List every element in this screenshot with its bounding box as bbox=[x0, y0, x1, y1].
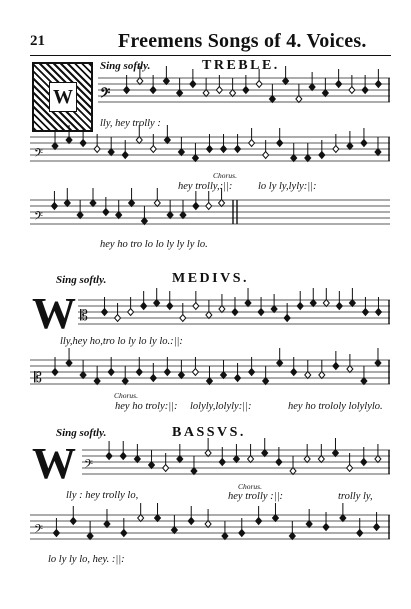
note-icon bbox=[53, 530, 59, 537]
note-icon bbox=[289, 533, 295, 540]
note-icon bbox=[361, 459, 367, 466]
medius-lyric-2b: lolyly,lolyly:||: bbox=[190, 401, 252, 412]
note-icon bbox=[361, 140, 367, 147]
note-icon bbox=[362, 309, 368, 316]
note-icon bbox=[349, 87, 355, 94]
note-icon bbox=[191, 468, 197, 475]
note-icon bbox=[180, 212, 186, 219]
note-icon bbox=[249, 140, 255, 147]
bassus-initial: W bbox=[32, 439, 76, 488]
note-icon bbox=[150, 87, 156, 94]
note-icon bbox=[347, 465, 353, 472]
note-icon bbox=[233, 456, 239, 463]
note-icon bbox=[258, 309, 264, 316]
note-icon bbox=[52, 143, 58, 150]
medius-part-name: MEDIVS. bbox=[172, 271, 250, 286]
bassus-chorus-mark: Chorus. bbox=[238, 482, 262, 491]
medius-lyric-2c: hey ho trololy lolylylo. bbox=[288, 401, 383, 412]
bassus-direction: Sing softly. bbox=[56, 427, 107, 439]
note-icon bbox=[291, 155, 297, 162]
note-icon bbox=[362, 87, 368, 94]
note-icon bbox=[108, 369, 114, 376]
note-icon bbox=[115, 315, 121, 322]
note-icon bbox=[116, 212, 122, 219]
note-icon bbox=[77, 212, 83, 219]
note-icon bbox=[219, 459, 225, 466]
note-icon bbox=[271, 306, 277, 313]
note-icon bbox=[206, 312, 212, 319]
note-icon bbox=[193, 303, 199, 310]
note-icon bbox=[192, 369, 198, 376]
note-icon bbox=[263, 152, 269, 159]
note-icon bbox=[319, 152, 325, 159]
note-icon bbox=[349, 300, 355, 307]
note-icon bbox=[141, 303, 147, 310]
note-icon bbox=[221, 146, 227, 153]
note-icon bbox=[80, 140, 86, 147]
note-icon bbox=[256, 81, 262, 88]
note-icon bbox=[136, 137, 142, 144]
medius-lyric-2a: hey ho troly:||: bbox=[115, 401, 178, 412]
note-icon bbox=[190, 81, 196, 88]
note-icon bbox=[323, 300, 329, 307]
note-icon bbox=[203, 90, 209, 97]
note-icon bbox=[374, 524, 380, 531]
note-icon bbox=[80, 372, 86, 379]
note-icon bbox=[134, 456, 140, 463]
note-icon bbox=[336, 81, 342, 88]
treble-lyric-3: hey ho tro lo lo ly ly ly lo. bbox=[100, 239, 208, 250]
note-icon bbox=[375, 81, 381, 88]
note-icon bbox=[106, 453, 112, 460]
note-icon bbox=[128, 309, 134, 316]
note-icon bbox=[219, 200, 225, 207]
bassus-lyric-2: lo ly ly lo, hey. :||: bbox=[48, 554, 125, 565]
note-icon bbox=[177, 90, 183, 97]
note-icon bbox=[66, 360, 72, 367]
bassus-lyric-1c: trolly ly, bbox=[338, 491, 373, 502]
note-icon bbox=[309, 84, 315, 91]
note-icon bbox=[340, 515, 346, 522]
bassus-part-name: BASSVS. bbox=[172, 425, 246, 440]
note-icon bbox=[94, 146, 100, 153]
note-icon bbox=[149, 462, 155, 469]
note-icon bbox=[66, 137, 72, 144]
medius-initial: W bbox=[32, 289, 76, 338]
note-icon bbox=[163, 78, 169, 85]
treble-direction: Sing softly. bbox=[100, 60, 151, 72]
note-icon bbox=[322, 90, 328, 97]
note-icon bbox=[108, 149, 114, 156]
note-icon bbox=[310, 300, 316, 307]
note-icon bbox=[206, 146, 212, 153]
note-icon bbox=[154, 300, 160, 307]
note-icon bbox=[306, 521, 312, 528]
note-icon bbox=[297, 303, 303, 310]
note-icon bbox=[239, 530, 245, 537]
note-icon bbox=[361, 378, 367, 385]
note-icon bbox=[276, 459, 282, 466]
note-icon bbox=[375, 149, 381, 156]
note-icon bbox=[90, 200, 96, 207]
note-icon bbox=[219, 306, 225, 313]
note-icon bbox=[318, 456, 324, 463]
note-icon bbox=[150, 146, 156, 153]
note-icon bbox=[70, 518, 76, 525]
bassus-lyric-1a: lly : hey trolly lo, bbox=[66, 490, 139, 501]
note-icon bbox=[283, 78, 289, 85]
note-icon bbox=[192, 155, 198, 162]
note-icon bbox=[272, 515, 278, 522]
note-icon bbox=[164, 369, 170, 376]
note-icon bbox=[323, 524, 329, 531]
note-icon bbox=[347, 143, 353, 150]
clef-icon: 𝄢 bbox=[84, 459, 94, 474]
note-icon bbox=[235, 146, 241, 153]
note-icon bbox=[155, 515, 161, 522]
clef-icon: 𝄡 bbox=[34, 371, 42, 386]
note-icon bbox=[138, 515, 144, 522]
bassus-lyric-1b: hey trolly :||: bbox=[228, 491, 283, 502]
note-icon bbox=[262, 450, 268, 457]
note-icon bbox=[332, 450, 338, 457]
note-icon bbox=[178, 372, 184, 379]
note-icon bbox=[177, 456, 183, 463]
note-icon bbox=[205, 521, 211, 528]
note-icon bbox=[333, 363, 339, 370]
treble-lyric-2b: lo ly ly,lyly:||: bbox=[258, 181, 317, 192]
treble-part-name: TREBLE. bbox=[202, 58, 280, 73]
note-icon bbox=[51, 203, 57, 210]
note-icon bbox=[167, 212, 173, 219]
clef-icon: 𝄡 bbox=[80, 309, 88, 324]
note-icon bbox=[221, 372, 227, 379]
staff-bassus-2 bbox=[30, 515, 390, 539]
note-icon bbox=[137, 78, 143, 85]
note-icon bbox=[375, 456, 381, 463]
note-icon bbox=[180, 315, 186, 322]
note-icon bbox=[124, 87, 130, 94]
note-icon bbox=[305, 155, 311, 162]
note-icon bbox=[87, 533, 93, 540]
note-icon bbox=[277, 360, 283, 367]
note-icon bbox=[94, 378, 100, 385]
note-icon bbox=[375, 309, 381, 316]
note-icon bbox=[290, 468, 296, 475]
note-icon bbox=[235, 375, 241, 382]
note-icon bbox=[232, 309, 238, 316]
note-icon bbox=[319, 372, 325, 379]
note-icon bbox=[120, 453, 126, 460]
note-icon bbox=[206, 378, 212, 385]
note-icon bbox=[141, 218, 147, 225]
page-number: 21 bbox=[30, 33, 45, 49]
note-icon bbox=[230, 90, 236, 97]
note-icon bbox=[277, 140, 283, 147]
clef-icon: 𝄢 bbox=[100, 87, 111, 104]
note-icon bbox=[375, 360, 381, 367]
note-icon bbox=[305, 372, 311, 379]
note-icon bbox=[52, 369, 58, 376]
note-icon bbox=[122, 378, 128, 385]
note-icon bbox=[150, 375, 156, 382]
note-icon bbox=[284, 315, 290, 322]
note-icon bbox=[256, 518, 262, 525]
page-title: Freemens Songs of 4. Voices. bbox=[118, 30, 367, 52]
note-icon bbox=[136, 369, 142, 376]
note-icon bbox=[121, 530, 127, 537]
clef-icon: 𝄢 bbox=[34, 211, 44, 226]
medius-chorus-mark: Chorus. bbox=[114, 391, 138, 400]
note-icon bbox=[122, 152, 128, 159]
note-icon bbox=[104, 521, 110, 528]
note-icon bbox=[205, 450, 211, 457]
note-icon bbox=[164, 137, 170, 144]
note-icon bbox=[154, 200, 160, 207]
note-icon bbox=[178, 149, 184, 156]
note-icon bbox=[102, 309, 108, 316]
note-icon bbox=[304, 456, 310, 463]
ornament-letter: W bbox=[49, 82, 77, 112]
note-icon bbox=[245, 300, 251, 307]
note-icon bbox=[171, 527, 177, 534]
clef-icon: 𝄢 bbox=[34, 148, 44, 163]
note-icon bbox=[269, 96, 275, 103]
treble-chorus-mark: Chorus. bbox=[213, 171, 237, 180]
treble-lyric-1: lly, hey trolly : bbox=[100, 118, 161, 129]
note-icon bbox=[188, 518, 194, 525]
note-icon bbox=[167, 303, 173, 310]
note-icon bbox=[216, 87, 222, 94]
note-icon bbox=[336, 303, 342, 310]
clef-icon: 𝄢 bbox=[34, 524, 44, 539]
note-icon bbox=[291, 369, 297, 376]
note-icon bbox=[206, 203, 212, 210]
medius-direction: Sing softly. bbox=[56, 274, 107, 286]
note-icon bbox=[163, 465, 169, 472]
note-icon bbox=[357, 530, 363, 537]
note-icon bbox=[249, 369, 255, 376]
note-icon bbox=[248, 456, 254, 463]
note-icon bbox=[103, 209, 109, 216]
note-icon bbox=[243, 87, 249, 94]
medius-lyric-1: lly,hey ho,tro lo ly lo ly lo.:||: bbox=[60, 336, 183, 347]
note-icon bbox=[129, 200, 135, 207]
note-icon bbox=[64, 200, 70, 207]
treble-lyric-2a: hey trolly,:||: bbox=[178, 181, 233, 192]
note-icon bbox=[263, 378, 269, 385]
note-icon bbox=[347, 366, 353, 373]
note-icon bbox=[333, 146, 339, 153]
note-icon bbox=[222, 533, 228, 540]
note-icon bbox=[193, 203, 199, 210]
note-icon bbox=[296, 96, 302, 103]
